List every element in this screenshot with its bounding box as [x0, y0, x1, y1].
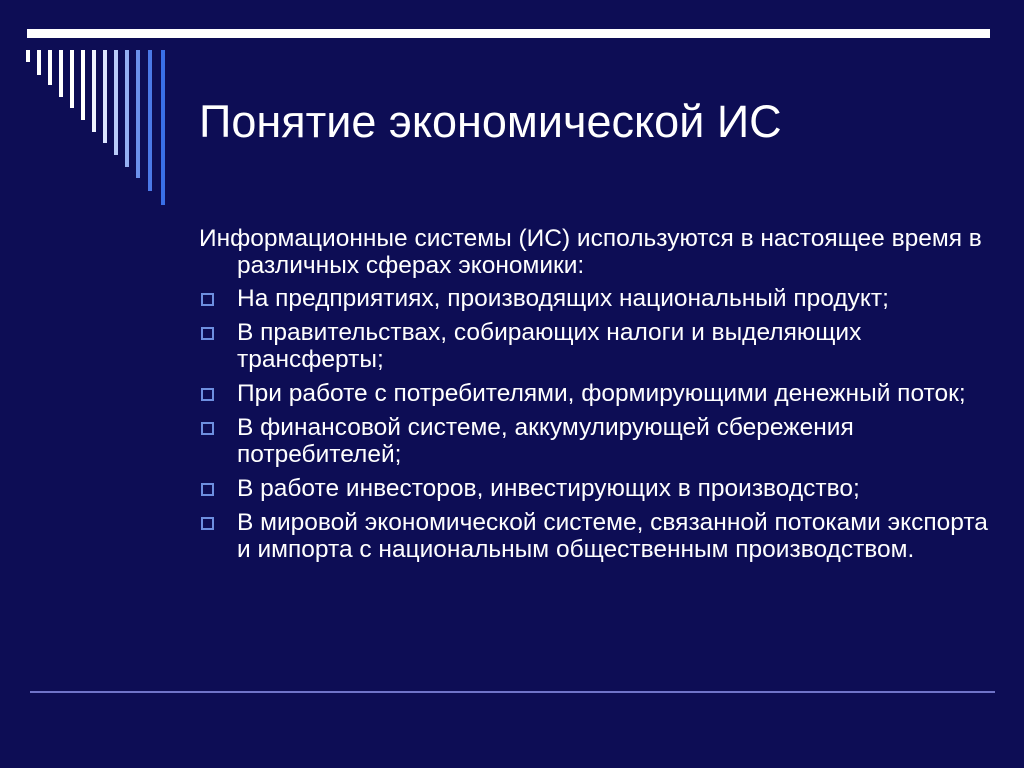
bottom-rule-line	[30, 691, 995, 693]
stripe-12	[148, 50, 152, 191]
slide-title: Понятие экономической ИС	[199, 96, 782, 147]
list-item	[199, 285, 989, 312]
square-bullet-icon	[201, 422, 214, 435]
stripe-2	[37, 50, 41, 75]
stripe-10	[125, 50, 129, 167]
list-item	[199, 319, 989, 373]
square-bullet-icon	[201, 388, 214, 401]
list-item	[199, 509, 989, 563]
stripe-5	[70, 50, 74, 108]
list-item	[199, 475, 989, 502]
decorative-stripes	[0, 0, 200, 220]
bullet-text: В работе инвесторов, инвестирующих в производство;	[237, 475, 860, 502]
bullet-text: В правительствах, собирающих налоги и выделяющих трансферты;	[237, 319, 862, 373]
list-item	[199, 380, 989, 407]
square-bullet-icon	[201, 293, 214, 306]
square-bullet-icon	[201, 483, 214, 496]
bullet-list	[199, 285, 989, 563]
stripe-7	[92, 50, 96, 132]
bullet-text: В финансовой системе, аккумулирующей сбережения потребителей;	[237, 414, 854, 468]
stripe-9	[114, 50, 118, 155]
slide-body	[199, 225, 989, 570]
stripe-6	[81, 50, 85, 120]
bullet-text: При работе с потребителями, формирующими денежный поток;	[237, 380, 966, 407]
bullet-text: На предприятиях, производящих национальный продукт;	[237, 285, 889, 312]
square-bullet-icon	[201, 327, 214, 340]
stripe-8	[103, 50, 107, 143]
stripe-3	[48, 50, 52, 85]
square-bullet-icon	[201, 517, 214, 530]
stripe-13	[161, 50, 165, 205]
stripe-11	[136, 50, 140, 178]
bullet-text: В мировой экономической системе, связанной потоками экспорта и импорта с национальным общественным производством.	[237, 509, 988, 563]
list-item	[199, 414, 989, 468]
stripe-4	[59, 50, 63, 97]
stripe-1	[26, 50, 30, 62]
intro-paragraph: Информационные системы (ИС) используются в настоящее время в различных сферах экономики:	[199, 225, 982, 279]
